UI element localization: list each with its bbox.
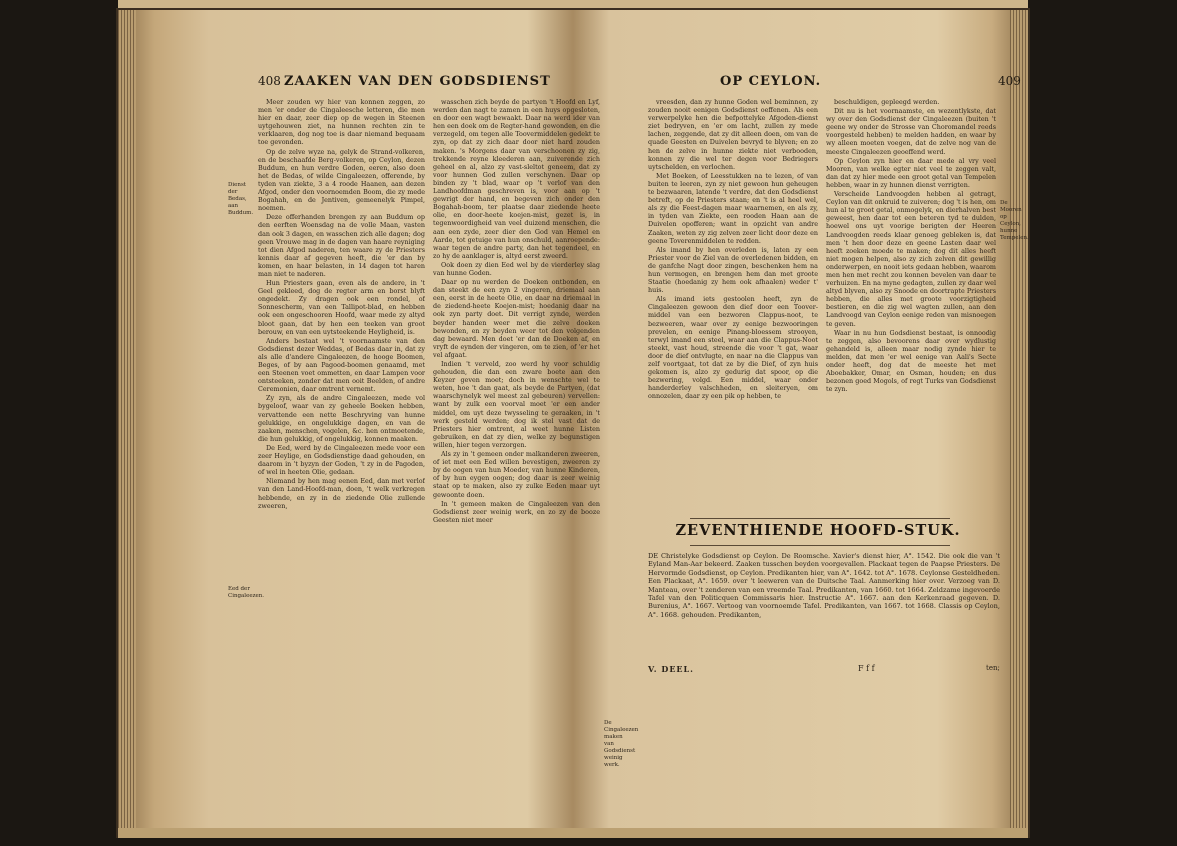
margin-note: De Cingaleezen maken van Godsdienst weinig werk. [604, 720, 639, 768]
catchword: ten; [986, 664, 1000, 672]
chapter-summary [648, 552, 1000, 619]
page-edges-left [118, 10, 136, 836]
chapter-heading [648, 522, 988, 539]
chapter-rule-top [690, 518, 950, 519]
paragraph: Als imand by hen overleden is, laten zy een Priester voor de Ziel van de overledenen bidden, en de ganfche Nagt door zingen, beschenken hem na hun vermogen, en brengen hem dan met groote Staatie (hoedanig zy hem ook afhaalen) weder t' huis. [648, 245, 818, 295]
left-column-1 [258, 98, 425, 598]
paragraph: Waar in nu hun Godsdienst bestaat, is onnoodig te zeggen, also bevoorens daar over wydlustig gehandeld is, alleen maar nodig zynde hier te melden, dat men 'er wel eenige van Aali's Secte onder heeft, dog dat de meeste het met Aboebakker, Omar, en Osman, houden; en dus bezonen goed Mogols, of regt Turks van Godsdienst te zyn. [826, 328, 996, 394]
paragraph: Meer zouden wy hier van konnen zeggen, zo men 'er onder de Cingaleesche letteren, die men hier en daar, zeer diep op de wegen in Steenen uytgehouwen ziet, na hunnen rechten zin te verklaaren, dog nog toe is daar niemand bequaam toe gevonden. [258, 98, 425, 147]
margin-note: Eed der Cingaleezen. [228, 586, 265, 599]
gathering-signature: F f f [858, 664, 875, 673]
volume-signature: V. DEEL. [648, 664, 694, 674]
paragraph: Indien 't verveld, zoo werd hy voor schuldig gehouden, die dan een zware boete aan den Keyzer geven moet; doch in wenschte wel te weten, hoe 't dan gaat, als beyde de Partyen, (dat waarschynelyk wel meest zal gebeuren) vervellen: want by zulk een voorval moet 'er een ander middel, om uyt deze twysseling te geraaken, in 't werk gesteld werden; dog ik stel vast dat de Priesters hier omtrent, al weet hunne Listen gebruiken, en dat zy dien, welke zy begunstigen willen, hier tegen verzorgen. [433, 360, 600, 449]
paragraph: Verscheide Landvoogden hebben al getragt, Ceylon van dit onkruid te zuiveren; dog 't is hen, om hun al te groot getal, onmogelyk, en dierhalven best geweest, hen daar tot een beteren tyd te dulden, hoewel ons uyt voorige berigten der Heeren Landvoogden reeds klaar genoeg gebleken is, dat men 't hen door deze en geene Lasten daar wel heeft zoeken moede te maken; dog dit alles heeft niet mogen helpen, also zy zich zelven dit gewillig onderwerpen, en nooit iets gedaan hebben, waarom men hen met recht zou konnen bevelen van daar te verhuizen. En na myne gedagten, zullen zy daar wel altyd blyven, also zy Snoode en doortrapte Priesters hebben, die alles met groote voorzigtigheid bestieren, en die zig wel wagten zullen, aan den Landvoogd van Ceylon eenige reden van misnoegen te geven. [826, 190, 996, 328]
right-column-2 [826, 98, 996, 510]
page-edges-right [1010, 10, 1028, 836]
chapter-rule-bottom [690, 545, 950, 546]
paragraph: De Eed, werd by de Cingaleezen mede voor een zeer Heylige, en Godsdienstige daad gehouden, en daarom in 't byzyn der Goden, 't zy in de Pagoden, of wel in heeten Olie, gedaan. [258, 443, 425, 477]
paragraph: Op Ceylon zyn hier en daar mede al vry veel Mooren, van welke egter niet veel te zeggen valt, dan dat zy hier mede een groot getal van Tempelen hebben, waar in zy hunnen dienst verrigten. [826, 156, 996, 189]
paragraph: Anders bestaat wel 't voornaamste van den Godsdienst dezer Weddas, of Bedas daar in, dat zy als alle d'andere Cingaleezen, de hooge Boomen, Beges, of by aan Pagood-boomen genaamd, met een Steenen voet ommetten, en daar Lampen voor ontsteeken, zonder dat men ooit Beelden, of andre Ceremonien, daar omtrent vernemt. [258, 336, 425, 394]
paragraph: Als imand iets gestoolen heeft, zyn de Cingaleezen gewoon den dief door een Toover-middel van een bezworen Clappus-noot, te bezweeren, waar over zy eenige bezwooringen prevelen, en eenige Pinang-bloessem strooyen, terwyl imand een steel, waar aan die Clappus-Noot steekt, vast houd, streende die voor 't gat, waar door de dief ontvlugte, en naar na die Clappus van zelf voortgaat, tot dat ze by die Dief, of zyn huis gekomen is, alzo zy gedurig dat spoor, op die bezwering, volgd. Een middel, waar onder handerderley valschheden, en sleiteryen, om onnozelen, daar zy een pik op hebben, te [648, 295, 818, 401]
chapter-summary-text: DE Christelyke Godsdienst op Ceylon. De Roomsche. Xavier's dienst hier, A°. 1542. Die ook die van 't Eyland Man-Aar bekeerd. Zaaken tusschen beyden voorgevallen. Plackaat tegen de Paapse Priesters. De Hervormde Godsdienst, op Ceylon. Predikanten hier, van A°. 1642. tot A°. 1678. Ceylonse Gesteldheden. Een Plackaat, A°. 1659. over 't leeweren van de Duitsche Taal. Aanmerking hier over. Verzoeg van D. Manteau, over 't zenderen van een vreemde Taal. Predikanten, van 1660. tot 1664. Zeldzame ingevoerde Tafel van den Politicquen Commissaris hier. Instructie A°. 1667. aan den Kerkenraad gegeven. D. Burenius, A°. 1667. Vertoog van voornoemde Tafel. Predikanten, van 1667. tot 1668. Classis op Ceylon, A°. 1668. gehouden. Predikanten, [648, 552, 1000, 619]
margin-note: De Mooren op Ceylon, hunne Tempelen. [1000, 200, 1029, 241]
margin-note: Dienst der Bedas, aan Buddum. [228, 182, 254, 216]
left-page-number: 408 [258, 74, 281, 88]
paragraph: Op de zelve wyze na, gelyk de Strand-volkeren, en de beschaafde Berg-volkeren, op Ceylon, dezen Buddum, en hun verdre Goden, eeren, also doen het de Bedas, of wilde Cingaleezen, offerende, by tyden van ziekte, 3 a 4 roode Haanen, aan dezen Afgod, onder den voornoemden Boom, die zy mede Bogahah, en de Jentiven, gemeenelyk Pimpel, noemen. [258, 147, 425, 213]
paragraph: Dit nu is het voornaamste, en wezentlykste, dat wy over den Godsdienst der Cingaleezen (buiten 't geene wy onder de Strosse van Choromandel reeds voorgesteld hebben) te melden hadden, en waar by wy alleen moeten voegen, dat de zelve nog van de meeste Cingaleezen geoeffend werd. [826, 107, 996, 156]
paragraph: Deze offerhanden brengen zy aan Buddum op den eerften Woensdag na de volle Maan, vasten dan ook 3 dagen, en wasschen zich alle dagen; dog geen Vrouwe mag in de dagen van haare reyniging tot dien Afgod naderen, ten waare zy de Priesters kennis daar af gegeven heeft, die 'er dan by komen, en haar belasten, in 14 dagen tot haren man niet te naderen. [258, 213, 425, 278]
right-page-number: 409 [998, 74, 1021, 88]
chapter-title: ZEVENTHIENDE HOOFD-STUK. [675, 522, 961, 539]
book-edge-bottom [118, 828, 1028, 838]
paragraph: beschuldigen, gepleegd werden. [834, 98, 940, 106]
paragraph: Met Boeken, of Leesstukken na te lezen, of van buiten te leeren, zyn zy niet gewoon hun geheugen te bezwaaren, latende 't verdre, dat den Godsdienst betreft, op de Priesters staan; en 't is al heel wel, als zy die Feest-dagen maar waarnemen, en als zy, in tyden van Ziekte, een rooden Haan aan de Duivelen opofferen; want in opzicht van andre Zaaken, weten zy zig zelven zeer licht door deze en geene Toverenmiddelen te redden. [648, 171, 818, 245]
right-page-columns [648, 98, 996, 510]
left-page-header: ZAAKEN VAN DEN GODSDIENST [284, 74, 551, 89]
paragraph: vreesden, dan zy hunne Goden wel beminnen, zy zouden nooit eenigen Godsdienst oeffenen. Als een verwerpelyke hen die befpottelyke Afgoden-dienst ziet bedryven, en 'er om lacht, zullen zy mede lachen, zeggende, dat zy dit alleen doen, om van de quade Geesten en Duivelen bevryd te blyven; en zo hen de zelve in hunne ziekte niet verbooden, konnen zy die wel ter degen voor Bedriegers uytschelden, en verlochen. [648, 98, 818, 171]
paragraph: Zy zyn, als de andre Cingaleezen, mede vol bygeloof, waar van zy geheele Boeken hebben, vervattende een nette Beschryving van hunne gelukkige, en ongelukkige dagen, en van de zaaken, menschen, vogelen, &c. hen ontmoetende, die hun gelukkig, of ongelukkig, konnen maaken. [258, 394, 425, 443]
right-column-1 [648, 98, 818, 510]
left-column-2 [433, 98, 600, 598]
paragraph: Niemand by hen mag eenen Eed, dan met verlof van den Land-Hoofd-man, doen, 't welk verkregen hebbende, en zy in de ziedende Olie zullende zweeren, [258, 477, 425, 510]
left-page-columns [258, 98, 600, 598]
paragraph: In 't gemeen maken de Cingaleezen van den Godsdienst zeer weinig werk, en zo zy de booze Geesten niet meer [433, 499, 600, 524]
paragraph: Daar op nu werden de Doeken ontbonden, en dan steekt de een zyn 2 vingeren, driemaal aan een, eerst in de heete Olie, en daar na driemaal in de ziedend-heete Koejen-mist; hoedanig daar na ook zyn party doet. Dit verrigt zynde, werden beyder handen weer met die zelve doeken bewonden, en zy beyden weer tot den volgenden dag bewaard. Men doet 'er dan de Doeken af, en vryft de eynden der vingeren, om te zien, of 'er het vel afgaat. [433, 278, 600, 359]
right-page-header: OP CEYLON. [720, 74, 822, 89]
paragraph: Als zy in 't gemeen onder malkanderen zweeren, of iet met een Eed willen bevestigen, zweeren zy by de oogen van hun Moeder, van hunne Kinderen, of by hun eygen oogen; dog daar is zeer weinig staat op te maken, also zy zulke Eeden maar uyt gewoonte doen. [433, 450, 600, 499]
paragraph: Hun Priesters gaan, even als de andere, in 't Geel gekleed, dog de regter arm en borst blyft ongedekt. Zy dragen ook een rondel, of Sonnescherm, van een Tallipot-blad, en hebben ook een ongeschooren Hoofd, waar mede zy altyd bloot gaan, dat by hen een teeken van groot berouw, en van een uytsteekende Heyligheid, is. [258, 279, 425, 336]
paragraph: wasschen zich beyde de partyen 't Hoofd en Lyf, werden dan nagt te zamen in een huys opgesloten, en door een wagt bewaakt. Daar na werd ider van hen een doek om de Regter-hand gewonden, en die verzegeld, om tegen alle Toovermiddelen gedekt te zyn, op dat zy zich daar door niet hard zouden maken. 's Morgens daar van verschoonen zy zig, trekkende reyne kleederen aan, zuiverende zich geheel en al, alzo zy vast-sleltot geneem, dat zy voor hunnen God zullen verschynen. Daar op binden zy 't blad, waar op 't verlof van den Landhoofdman geschreven is, voor aan op 't gewrigt der hand, en begeven zich onder den Bogahah-boom, ter plaatse daar ziedende heete olie, en door-heete koejen-mist, gezet is, in tegenwoordigheid van veel duizend menschen, die aan een zyde, zeer dier den God van Hemel en Aarde, tot getuige van hun onschuld, aanroepende: waar tegen de andre party, dan het tegendeel, en zo hy de aanklager is, altyd eerst zweerd. [433, 98, 600, 260]
paragraph: Ook doen zy dien Eed wel by de vierderley slag van hunne Goden. [433, 260, 600, 277]
